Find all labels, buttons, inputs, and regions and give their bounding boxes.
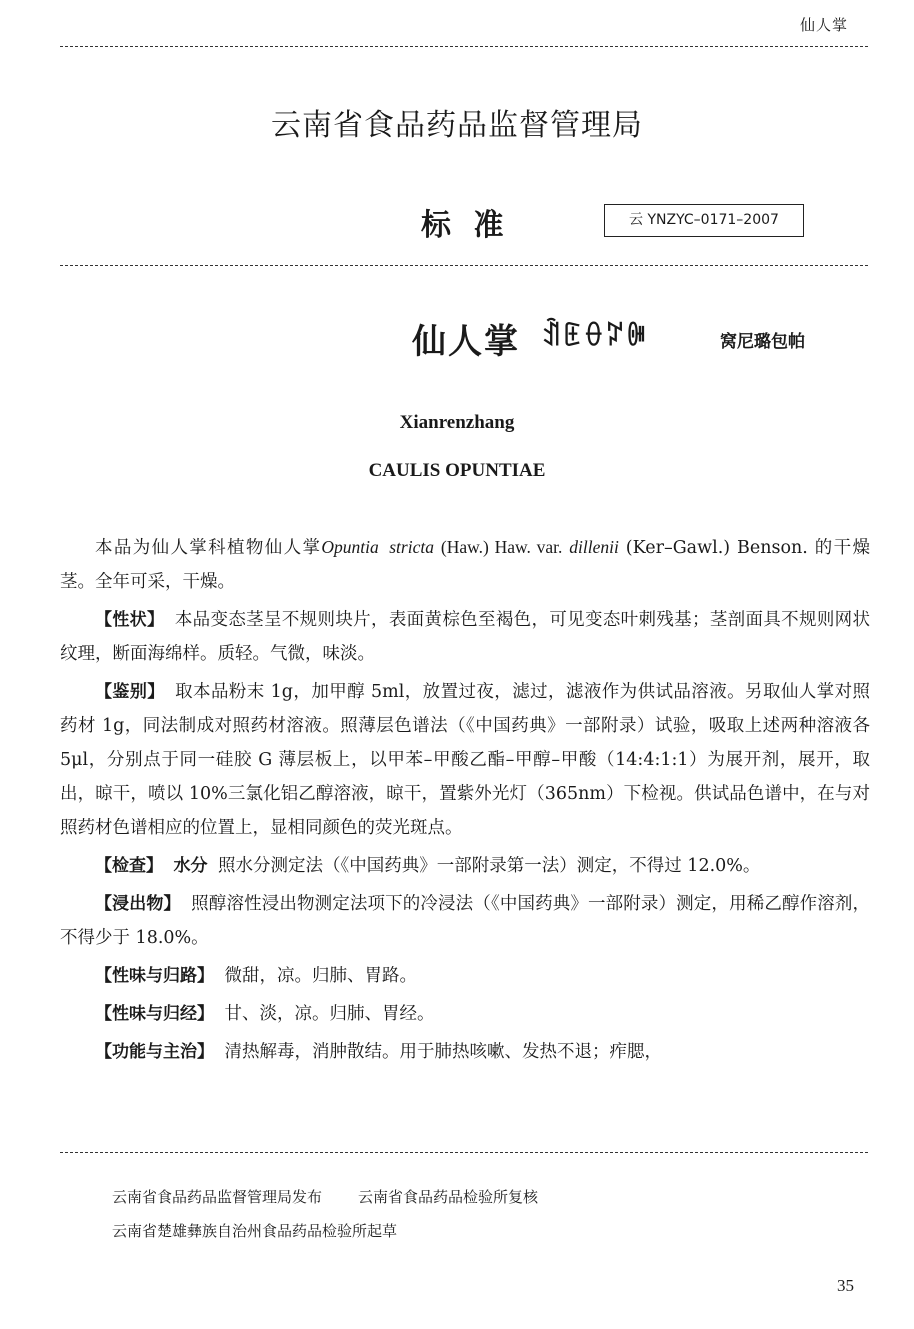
herb-name-latin: CAULIS OPUNTIAE [368,460,546,481]
monograph-body [60,530,870,1073]
section-text: 清热解毒，消肿散结。用于肺热咳嗽、发热不退；痄腮， [224,1042,662,1062]
herb-name-yi-script: ꀉꏹꂷꇗꁏ [541,322,648,352]
title-rule [60,265,868,266]
section-label: 【性状】 [95,610,165,630]
section-xingwei-yilu [60,959,870,993]
section-jinchuwu [60,887,870,955]
section-text: 取本品粉末 1g，加甲醇 5ml，放置过夜，滤过，滤液作为供试品溶液。另取仙人掌对照药材 1g，同法制成对照药材溶液。照薄层色谱法（《中国药典》一部附录）试验，吸取上述两种溶液各 5 [60,682,870,770]
running-head: 仙人掌 [799,16,848,34]
drafted-by: 云南省楚雄彝族自治州食品药品检验所起草 [112,1222,398,1240]
intro-paragraph [60,530,870,599]
herb-name-yi-pronunciation: 窝尼璐包帕 [720,332,805,352]
published-by: 云南省食品药品监督管理局发布 [112,1188,323,1206]
section-text: 本品变态茎呈不规则块片，表面黄棕色至褐色，可见变态叶刺残基；茎剖面具不规则网状纹理，断面海绵样。质轻。气微，味淡。 [60,610,871,664]
page-number: 35 [837,1276,854,1295]
footer-notes [112,1180,538,1248]
section-label: 【功能与主治】 [95,1042,214,1062]
header-rule [60,46,868,47]
intro-text: 本品为仙人掌科植物仙人掌 [95,538,322,558]
section-label: 【性味与归路】 [95,966,214,986]
herb-name-pinyin: Xianrenzhang [399,412,515,433]
unit-text: μl [71,750,89,770]
herb-name-chinese: 仙人掌 [412,322,520,362]
species-name: stricta [389,537,434,557]
section-label: 【鉴别】 [95,682,165,702]
section-text-continued: ，分别点于同一硅胶 G 薄层板上，以甲苯–甲酸乙酯–甲醇–甲酸（14:4:1:1）为展开剂，展开，取出，晾干，喷以 10%三氯化铝乙醇溶液，晾干，置紫外光灯（365nm）下检视。供试品色谱中，在与对照药材色谱相应的位置上，显相同颜色的荧光斑点。 [60,750,870,838]
section-text: 照水分测定法（《中国药典》一部附录第一法）测定，不得过 12.0%。 [218,856,761,876]
section-label: 【检查】 [95,856,163,876]
variety-name: dillenii [569,537,619,557]
intro-tail: (Ker–Gawl.) Benson. 的干燥茎。全年可采，干燥。 [60,538,870,592]
reviewed-by: 云南省食品药品检验所复核 [358,1188,539,1206]
section-sublabel: 水分 [173,856,208,876]
genus-name: Opuntia [321,537,379,557]
section-label: 【浸出物】 [95,894,181,914]
section-label: 【性味与归经】 [95,1004,214,1024]
section-jiancha [60,849,870,883]
section-text: 微甜，凉。归肺、胃路。 [224,966,417,986]
section-jianbie [60,675,870,845]
agency-title: 云南省食品药品监督管理局 [271,108,643,143]
section-xingzhuang [60,603,870,671]
author-text: (Haw.) Haw. var. [440,537,563,557]
standard-code-box: 云 YNZYC–0171–2007 [604,204,804,237]
section-text: 照醇溶性浸出物测定法项下的冷浸法（《中国药典》一部附录）测定，用稀乙醇作溶剂，不得少于 18.0%。 [60,894,871,948]
footer-line-1 [112,1180,538,1214]
section-xingwei-guijing [60,997,870,1031]
section-text: 甘、淡，凉。归肺、胃经。 [224,1004,435,1024]
standard-label: 标 准 [421,208,510,243]
section-gongneng [60,1035,870,1069]
footer-rule [60,1152,868,1153]
